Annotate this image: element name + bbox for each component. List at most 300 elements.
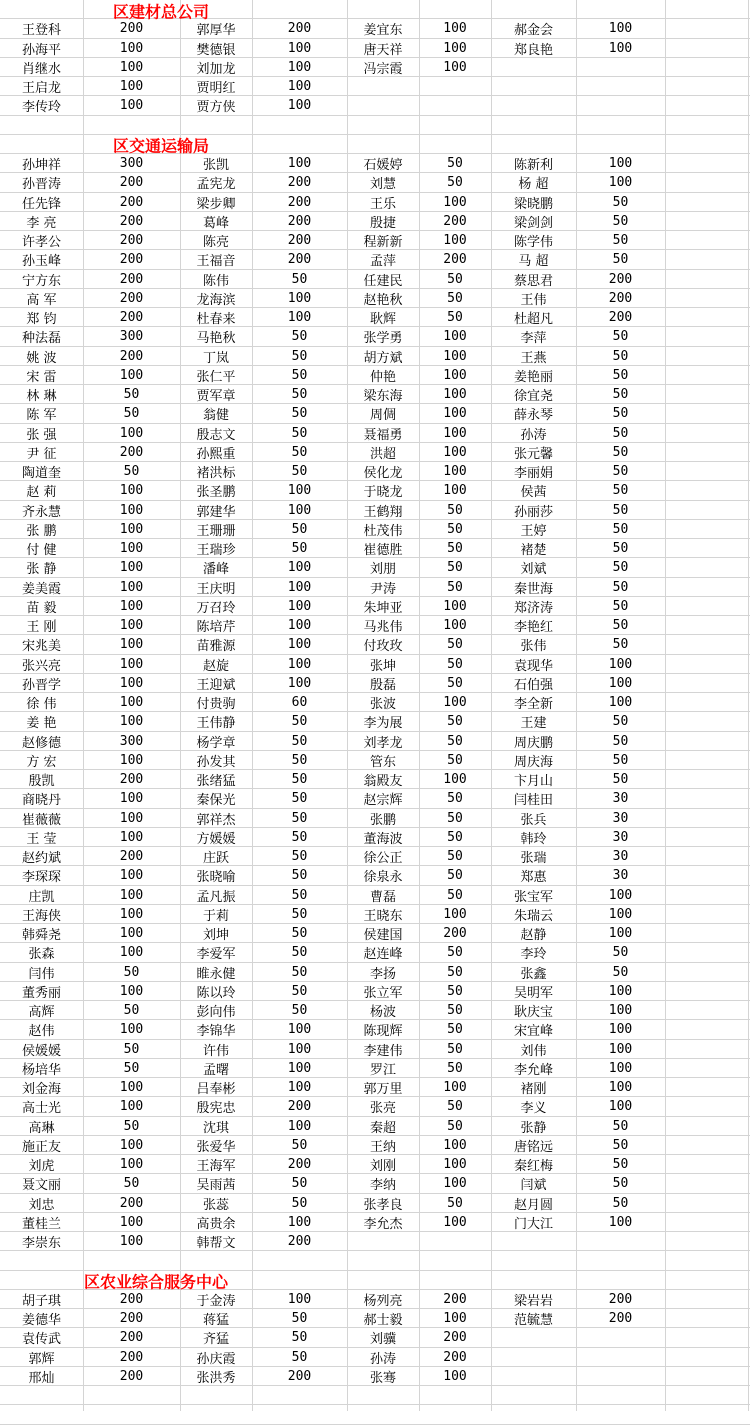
amount-cell[interactable]: 200 <box>119 1291 144 1307</box>
amount-cell[interactable]: 50 <box>123 1041 140 1057</box>
donor-name-cell[interactable]: 秦世海 <box>513 581 553 597</box>
amount-cell[interactable]: 100 <box>119 98 144 114</box>
amount-cell[interactable]: 50 <box>612 945 629 961</box>
amount-cell[interactable]: 200 <box>287 1157 312 1173</box>
donor-name-cell[interactable]: 张绪猛 <box>196 774 236 790</box>
amount-cell[interactable]: 100 <box>608 21 633 37</box>
amount-cell[interactable]: 100 <box>608 695 633 711</box>
donor-name-cell[interactable]: 李崇东 <box>21 1236 61 1252</box>
amount-cell[interactable]: 50 <box>291 945 308 961</box>
amount-cell[interactable]: 100 <box>119 829 144 845</box>
donor-name-cell[interactable]: 李传玲 <box>21 100 61 116</box>
amount-cell[interactable]: 100 <box>443 387 467 403</box>
donor-name-cell[interactable]: 杜茂伟 <box>363 523 403 539</box>
amount-cell[interactable]: 50 <box>447 271 463 287</box>
amount-cell[interactable]: 50 <box>612 637 629 653</box>
donor-name-cell[interactable]: 李建伟 <box>363 1043 403 1059</box>
amount-cell[interactable]: 50 <box>291 425 308 441</box>
donor-name-cell[interactable]: 王燕 <box>520 350 547 366</box>
donor-name-cell[interactable]: 郭辉 <box>28 1351 55 1367</box>
amount-cell[interactable]: 100 <box>443 772 467 788</box>
donor-name-cell[interactable]: 郑惠 <box>520 870 547 886</box>
amount-cell[interactable]: 100 <box>443 1176 467 1192</box>
donor-name-cell[interactable]: 褚刚 <box>520 1082 547 1098</box>
donor-name-cell[interactable]: 张学勇 <box>363 331 403 347</box>
donor-name-cell[interactable]: 耿庆宝 <box>513 1005 553 1021</box>
amount-cell[interactable]: 200 <box>287 175 312 191</box>
donor-name-cell[interactable]: 周倜 <box>369 408 396 424</box>
donor-name-cell[interactable]: 许孝公 <box>21 235 61 251</box>
amount-cell[interactable]: 100 <box>443 233 467 249</box>
amount-cell[interactable]: 100 <box>287 310 312 326</box>
donor-name-cell[interactable]: 刘慧 <box>369 177 396 193</box>
amount-cell[interactable]: 50 <box>447 579 463 595</box>
donor-name-cell[interactable]: 刘金海 <box>21 1082 61 1098</box>
amount-cell[interactable]: 300 <box>119 329 144 345</box>
amount-cell[interactable]: 100 <box>443 618 467 634</box>
donor-name-cell[interactable]: 于晓龙 <box>363 485 403 501</box>
amount-cell[interactable]: 50 <box>447 1118 463 1134</box>
donor-name-cell[interactable]: 孙涛 <box>369 1351 396 1367</box>
amount-cell[interactable]: 100 <box>119 675 144 691</box>
amount-cell[interactable]: 100 <box>119 1099 144 1115</box>
donor-name-cell[interactable]: 高辉 <box>28 1005 55 1021</box>
donor-name-cell[interactable]: 王乐 <box>369 196 396 212</box>
donor-name-cell[interactable]: 尹 征 <box>26 446 57 462</box>
donor-name-cell[interactable]: 孙熙重 <box>196 446 236 462</box>
amount-cell[interactable]: 50 <box>123 964 140 980</box>
donor-name-cell[interactable]: 李允杰 <box>363 1216 403 1232</box>
amount-cell[interactable]: 50 <box>123 406 140 422</box>
amount-cell[interactable]: 50 <box>612 772 629 788</box>
donor-name-cell[interactable]: 杨列亮 <box>363 1293 403 1309</box>
amount-cell[interactable]: 100 <box>443 348 467 364</box>
amount-cell[interactable]: 50 <box>291 329 308 345</box>
donor-name-cell[interactable]: 尹涛 <box>369 581 396 597</box>
amount-cell[interactable]: 100 <box>443 1157 467 1173</box>
amount-cell[interactable]: 100 <box>443 464 467 480</box>
amount-cell[interactable]: 100 <box>119 926 144 942</box>
amount-cell[interactable]: 50 <box>291 271 308 287</box>
donor-name-cell[interactable]: 范毓慧 <box>513 1313 553 1329</box>
amount-cell[interactable]: 50 <box>447 1022 463 1038</box>
amount-cell[interactable]: 100 <box>608 1041 633 1057</box>
amount-cell[interactable]: 100 <box>443 444 467 460</box>
amount-cell[interactable]: 100 <box>119 598 144 614</box>
amount-cell[interactable]: 50 <box>612 618 629 634</box>
amount-cell[interactable]: 100 <box>287 618 312 634</box>
donor-name-cell[interactable]: 姚 波 <box>26 350 57 366</box>
donor-name-cell[interactable]: 刘坤 <box>202 928 229 944</box>
amount-cell[interactable]: 100 <box>443 406 467 422</box>
amount-cell[interactable]: 200 <box>287 252 312 268</box>
donor-name-cell[interactable]: 石伯强 <box>513 677 553 693</box>
amount-cell[interactable]: 200 <box>287 233 312 249</box>
donor-name-cell[interactable]: 王鹤翔 <box>363 504 403 520</box>
donor-name-cell[interactable]: 马 超 <box>518 254 549 270</box>
amount-cell[interactable]: 200 <box>119 194 144 210</box>
amount-cell[interactable]: 100 <box>119 714 144 730</box>
amount-cell[interactable]: 100 <box>287 656 312 672</box>
donor-name-cell[interactable]: 袁传武 <box>21 1332 61 1348</box>
donor-name-cell[interactable]: 徐宜尧 <box>513 389 553 405</box>
amount-cell[interactable]: 50 <box>123 464 140 480</box>
donor-name-cell[interactable]: 王晓东 <box>363 908 403 924</box>
amount-cell[interactable]: 100 <box>443 40 467 56</box>
donor-name-cell[interactable]: 翁健 <box>202 408 229 424</box>
amount-cell[interactable]: 100 <box>443 21 467 37</box>
amount-cell[interactable]: 50 <box>291 752 308 768</box>
donor-name-cell[interactable]: 徐泉永 <box>363 870 403 886</box>
amount-cell[interactable]: 100 <box>287 290 312 306</box>
amount-cell[interactable]: 100 <box>287 1214 312 1230</box>
amount-cell[interactable]: 100 <box>287 98 312 114</box>
donor-name-cell[interactable]: 侯媛媛 <box>21 1043 61 1059</box>
amount-cell[interactable]: 50 <box>612 521 629 537</box>
donor-name-cell[interactable]: 孟萍 <box>369 254 396 270</box>
donor-name-cell[interactable]: 潘峰 <box>202 562 229 578</box>
donor-name-cell[interactable]: 褚楚 <box>520 543 547 559</box>
amount-cell[interactable]: 100 <box>119 887 144 903</box>
amount-cell[interactable]: 200 <box>443 1349 467 1365</box>
donor-name-cell[interactable]: 曹磊 <box>369 889 396 905</box>
amount-cell[interactable]: 200 <box>119 1195 144 1211</box>
donor-name-cell[interactable]: 张鹏 <box>369 812 396 828</box>
amount-cell[interactable]: 30 <box>612 849 629 865</box>
donor-name-cell[interactable]: 张骞 <box>369 1370 396 1386</box>
amount-cell[interactable]: 50 <box>291 714 308 730</box>
donor-name-cell[interactable]: 邢灿 <box>28 1370 55 1386</box>
donor-name-cell[interactable]: 张森 <box>28 947 55 963</box>
donor-name-cell[interactable]: 梁岩岩 <box>513 1293 553 1309</box>
amount-cell[interactable]: 50 <box>447 887 463 903</box>
donor-name-cell[interactable]: 杨培华 <box>21 1062 61 1078</box>
amount-cell[interactable]: 50 <box>291 1003 308 1019</box>
amount-cell[interactable]: 50 <box>612 444 629 460</box>
donor-name-cell[interactable]: 秦超 <box>369 1120 396 1136</box>
donor-name-cell[interactable]: 唐铭远 <box>513 1139 553 1155</box>
donor-name-cell[interactable]: 肖继水 <box>21 61 61 77</box>
donor-name-cell[interactable]: 刘刚 <box>369 1159 396 1175</box>
amount-cell[interactable]: 200 <box>608 290 633 306</box>
donor-name-cell[interactable]: 李 亮 <box>26 215 57 231</box>
amount-cell[interactable]: 50 <box>447 175 463 191</box>
donor-name-cell[interactable]: 睢永健 <box>196 966 236 982</box>
donor-name-cell[interactable]: 蔡思君 <box>513 273 553 289</box>
amount-cell[interactable]: 50 <box>612 252 629 268</box>
donor-name-cell[interactable]: 赵旋 <box>202 658 229 674</box>
amount-cell[interactable]: 100 <box>287 1080 312 1096</box>
amount-cell[interactable]: 200 <box>119 1349 144 1365</box>
donor-name-cell[interactable]: 孙涛 <box>520 427 547 443</box>
donor-name-cell[interactable]: 吕奉彬 <box>196 1082 236 1098</box>
donor-name-cell[interactable]: 张洪秀 <box>196 1370 236 1386</box>
amount-cell[interactable]: 50 <box>447 1003 463 1019</box>
donor-name-cell[interactable]: 聂福勇 <box>363 427 403 443</box>
amount-cell[interactable]: 30 <box>612 791 629 807</box>
amount-cell[interactable]: 50 <box>291 1311 308 1327</box>
amount-cell[interactable]: 100 <box>119 1080 144 1096</box>
donor-name-cell[interactable]: 董桂兰 <box>21 1216 61 1232</box>
donor-name-cell[interactable]: 朱坤亚 <box>363 600 403 616</box>
amount-cell[interactable]: 50 <box>291 849 308 865</box>
amount-cell[interactable]: 50 <box>447 1060 463 1076</box>
amount-cell[interactable]: 50 <box>291 406 308 422</box>
amount-cell[interactable]: 50 <box>447 541 463 557</box>
donor-name-cell[interactable]: 李琛琛 <box>21 870 61 886</box>
amount-cell[interactable]: 200 <box>287 194 312 210</box>
donor-name-cell[interactable]: 王海侠 <box>21 908 61 924</box>
amount-cell[interactable]: 200 <box>119 233 144 249</box>
amount-cell[interactable]: 50 <box>123 1176 140 1192</box>
amount-cell[interactable]: 100 <box>119 40 144 56</box>
amount-cell[interactable]: 200 <box>119 21 144 37</box>
donor-name-cell[interactable]: 彭向伟 <box>196 1005 236 1021</box>
donor-name-cell[interactable]: 殷捷 <box>369 215 396 231</box>
amount-cell[interactable]: 50 <box>291 810 308 826</box>
donor-name-cell[interactable]: 周庆鹏 <box>513 735 553 751</box>
donor-name-cell[interactable]: 张爱华 <box>196 1139 236 1155</box>
donor-name-cell[interactable]: 陈亮 <box>202 235 229 251</box>
amount-cell[interactable]: 50 <box>447 656 463 672</box>
donor-name-cell[interactable]: 张立军 <box>363 985 403 1001</box>
donor-name-cell[interactable]: 孙坤祥 <box>21 158 61 174</box>
amount-cell[interactable]: 100 <box>287 1022 312 1038</box>
amount-cell[interactable]: 100 <box>443 1368 467 1384</box>
donor-name-cell[interactable]: 胡子琪 <box>21 1293 61 1309</box>
amount-cell[interactable]: 100 <box>443 194 467 210</box>
amount-cell[interactable]: 100 <box>119 983 144 999</box>
donor-name-cell[interactable]: 杜春来 <box>196 312 236 328</box>
amount-cell[interactable]: 200 <box>119 290 144 306</box>
donor-name-cell[interactable]: 梁步卿 <box>196 196 236 212</box>
donor-name-cell[interactable]: 张伟 <box>520 639 547 655</box>
amount-cell[interactable]: 50 <box>447 1041 463 1057</box>
donor-name-cell[interactable]: 刘斌 <box>520 562 547 578</box>
amount-cell[interactable]: 100 <box>608 656 633 672</box>
donor-name-cell[interactable]: 侯茜 <box>520 485 547 501</box>
donor-name-cell[interactable]: 崔薇薇 <box>21 812 61 828</box>
donor-name-cell[interactable]: 赵 莉 <box>26 485 57 501</box>
donor-name-cell[interactable]: 侯建国 <box>363 928 403 944</box>
donor-name-cell[interactable]: 林 琳 <box>26 389 57 405</box>
donor-name-cell[interactable]: 李锦华 <box>196 1024 236 1040</box>
amount-cell[interactable]: 100 <box>608 1080 633 1096</box>
donor-name-cell[interactable]: 程新新 <box>363 235 403 251</box>
donor-name-cell[interactable]: 沈琪 <box>202 1120 229 1136</box>
donor-name-cell[interactable]: 马兆伟 <box>363 620 403 636</box>
donor-name-cell[interactable]: 侯化龙 <box>363 466 403 482</box>
amount-cell[interactable]: 50 <box>447 637 463 653</box>
donor-name-cell[interactable]: 孟曙 <box>202 1062 229 1078</box>
amount-cell[interactable]: 50 <box>447 560 463 576</box>
donor-name-cell[interactable]: 王福音 <box>196 254 236 270</box>
donor-name-cell[interactable]: 秦保光 <box>196 793 236 809</box>
amount-cell[interactable]: 100 <box>443 1137 467 1153</box>
amount-cell[interactable]: 50 <box>447 502 463 518</box>
donor-name-cell[interactable]: 赵修德 <box>21 735 61 751</box>
amount-cell[interactable]: 50 <box>291 772 308 788</box>
amount-cell[interactable]: 50 <box>291 444 308 460</box>
donor-name-cell[interactable]: 陈现辉 <box>363 1024 403 1040</box>
donor-name-cell[interactable]: 张仁平 <box>196 369 236 385</box>
amount-cell[interactable]: 50 <box>447 733 463 749</box>
amount-cell[interactable]: 100 <box>119 560 144 576</box>
donor-name-cell[interactable]: 李纳 <box>369 1178 396 1194</box>
donor-name-cell[interactable]: 王迎斌 <box>196 677 236 693</box>
donor-name-cell[interactable]: 付 健 <box>26 543 57 559</box>
amount-cell[interactable]: 50 <box>612 464 629 480</box>
amount-cell[interactable]: 100 <box>287 483 312 499</box>
amount-cell[interactable]: 50 <box>291 791 308 807</box>
amount-cell[interactable]: 100 <box>119 1022 144 1038</box>
amount-cell[interactable]: 100 <box>443 425 467 441</box>
donor-name-cell[interactable]: 贾军章 <box>196 389 236 405</box>
donor-name-cell[interactable]: 李全新 <box>513 697 553 713</box>
amount-cell[interactable]: 100 <box>608 156 633 172</box>
amount-cell[interactable]: 100 <box>443 1311 467 1327</box>
donor-name-cell[interactable]: 王庆明 <box>196 581 236 597</box>
amount-cell[interactable]: 30 <box>612 868 629 884</box>
amount-cell[interactable]: 100 <box>608 1099 633 1115</box>
amount-cell[interactable]: 50 <box>447 310 463 326</box>
donor-name-cell[interactable]: 张蕊 <box>202 1197 229 1213</box>
donor-name-cell[interactable]: 王纳 <box>369 1139 396 1155</box>
donor-name-cell[interactable]: 庄凯 <box>28 889 55 905</box>
amount-cell[interactable]: 100 <box>608 1003 633 1019</box>
donor-name-cell[interactable]: 赵宗辉 <box>363 793 403 809</box>
amount-cell[interactable]: 100 <box>119 637 144 653</box>
donor-name-cell[interactable]: 庄跃 <box>202 851 229 867</box>
donor-name-cell[interactable]: 孙庆霞 <box>196 1351 236 1367</box>
donor-name-cell[interactable]: 葛峰 <box>202 215 229 231</box>
amount-cell[interactable]: 100 <box>608 1214 633 1230</box>
amount-cell[interactable]: 100 <box>119 425 144 441</box>
amount-cell[interactable]: 50 <box>291 367 308 383</box>
donor-name-cell[interactable]: 翁殿友 <box>363 774 403 790</box>
amount-cell[interactable]: 50 <box>612 541 629 557</box>
donor-name-cell[interactable]: 郝金会 <box>513 23 553 39</box>
amount-cell[interactable]: 100 <box>608 1060 633 1076</box>
donor-name-cell[interactable]: 龙海滨 <box>196 292 236 308</box>
amount-cell[interactable]: 50 <box>447 791 463 807</box>
donor-name-cell[interactable]: 付玫玫 <box>363 639 403 655</box>
amount-cell[interactable]: 50 <box>291 887 308 903</box>
amount-cell[interactable]: 50 <box>123 1060 140 1076</box>
donor-name-cell[interactable]: 万召玲 <box>196 600 236 616</box>
donor-name-cell[interactable]: 赵约斌 <box>21 851 61 867</box>
amount-cell[interactable]: 50 <box>612 579 629 595</box>
donor-name-cell[interactable]: 袁现华 <box>513 658 553 674</box>
amount-cell[interactable]: 50 <box>291 733 308 749</box>
amount-cell[interactable]: 50 <box>447 521 463 537</box>
amount-cell[interactable]: 100 <box>608 675 633 691</box>
amount-cell[interactable]: 100 <box>287 1291 312 1307</box>
amount-cell[interactable]: 50 <box>612 1176 629 1192</box>
amount-cell[interactable]: 100 <box>287 1060 312 1076</box>
donor-name-cell[interactable]: 冯宗霞 <box>363 61 403 77</box>
amount-cell[interactable]: 50 <box>612 387 629 403</box>
donor-name-cell[interactable]: 杨 超 <box>518 177 549 193</box>
amount-cell[interactable]: 50 <box>291 829 308 845</box>
amount-cell[interactable]: 100 <box>608 983 633 999</box>
amount-cell[interactable]: 100 <box>608 175 633 191</box>
donor-name-cell[interactable]: 李艳红 <box>513 620 553 636</box>
amount-cell[interactable]: 200 <box>443 213 467 229</box>
amount-cell[interactable]: 50 <box>123 1118 140 1134</box>
amount-cell[interactable]: 200 <box>119 175 144 191</box>
amount-cell[interactable]: 200 <box>287 1099 312 1115</box>
donor-name-cell[interactable]: 张晓喻 <box>196 870 236 886</box>
donor-name-cell[interactable]: 李萍 <box>520 331 547 347</box>
donor-name-cell[interactable]: 王登科 <box>21 23 61 39</box>
donor-name-cell[interactable]: 耿辉 <box>369 312 396 328</box>
donor-name-cell[interactable]: 薛永琴 <box>513 408 553 424</box>
amount-cell[interactable]: 100 <box>443 367 467 383</box>
amount-cell[interactable]: 100 <box>119 618 144 634</box>
donor-name-cell[interactable]: 孙晋学 <box>21 677 61 693</box>
donor-name-cell[interactable]: 郭建华 <box>196 504 236 520</box>
donor-name-cell[interactable]: 苗雅源 <box>196 639 236 655</box>
amount-cell[interactable]: 50 <box>612 406 629 422</box>
amount-cell[interactable]: 100 <box>287 598 312 614</box>
donor-name-cell[interactable]: 孟宪龙 <box>196 177 236 193</box>
donor-name-cell[interactable]: 孙发其 <box>196 754 236 770</box>
donor-name-cell[interactable]: 高贵余 <box>196 1216 236 1232</box>
donor-name-cell[interactable]: 种法磊 <box>21 331 61 347</box>
donor-name-cell[interactable]: 唐天祥 <box>363 42 403 58</box>
donor-name-cell[interactable]: 于金涛 <box>196 1293 236 1309</box>
amount-cell[interactable]: 50 <box>447 810 463 826</box>
donor-name-cell[interactable]: 石媛婷 <box>363 158 403 174</box>
donor-name-cell[interactable]: 郑济涛 <box>513 600 553 616</box>
donor-name-cell[interactable]: 殷志文 <box>196 427 236 443</box>
donor-name-cell[interactable]: 张 强 <box>26 427 57 443</box>
amount-cell[interactable]: 50 <box>612 1157 629 1173</box>
amount-cell[interactable]: 50 <box>447 1099 463 1115</box>
donor-name-cell[interactable]: 闫伟 <box>28 966 55 982</box>
amount-cell[interactable]: 30 <box>612 810 629 826</box>
donor-name-cell[interactable]: 王伟静 <box>196 716 236 732</box>
amount-cell[interactable]: 100 <box>119 945 144 961</box>
donor-name-cell[interactable]: 方媛媛 <box>196 831 236 847</box>
donor-name-cell[interactable]: 张鑫 <box>520 966 547 982</box>
donor-name-cell[interactable]: 任建民 <box>363 273 403 289</box>
donor-name-cell[interactable]: 齐猛 <box>202 1332 229 1348</box>
donor-name-cell[interactable]: 孙丽莎 <box>513 504 553 520</box>
amount-cell[interactable]: 200 <box>443 926 467 942</box>
donor-name-cell[interactable]: 李丽娟 <box>513 466 553 482</box>
donor-name-cell[interactable]: 李扬 <box>369 966 396 982</box>
amount-cell[interactable]: 100 <box>119 1157 144 1173</box>
donor-name-cell[interactable]: 孟凡振 <box>196 889 236 905</box>
amount-cell[interactable]: 100 <box>443 329 467 345</box>
donor-name-cell[interactable]: 刘伟 <box>520 1043 547 1059</box>
amount-cell[interactable]: 50 <box>612 714 629 730</box>
donor-name-cell[interactable]: 宁方东 <box>21 273 61 289</box>
amount-cell[interactable]: 50 <box>612 752 629 768</box>
donor-name-cell[interactable]: 王伟 <box>520 292 547 308</box>
amount-cell[interactable]: 100 <box>608 926 633 942</box>
donor-name-cell[interactable]: 许伟 <box>202 1043 229 1059</box>
amount-cell[interactable]: 50 <box>291 541 308 557</box>
amount-cell[interactable]: 200 <box>608 271 633 287</box>
amount-cell[interactable]: 100 <box>443 906 467 922</box>
amount-cell[interactable]: 200 <box>608 1291 633 1307</box>
amount-cell[interactable]: 50 <box>447 849 463 865</box>
donor-name-cell[interactable]: 宋兆美 <box>21 639 61 655</box>
amount-cell[interactable]: 100 <box>287 156 312 172</box>
